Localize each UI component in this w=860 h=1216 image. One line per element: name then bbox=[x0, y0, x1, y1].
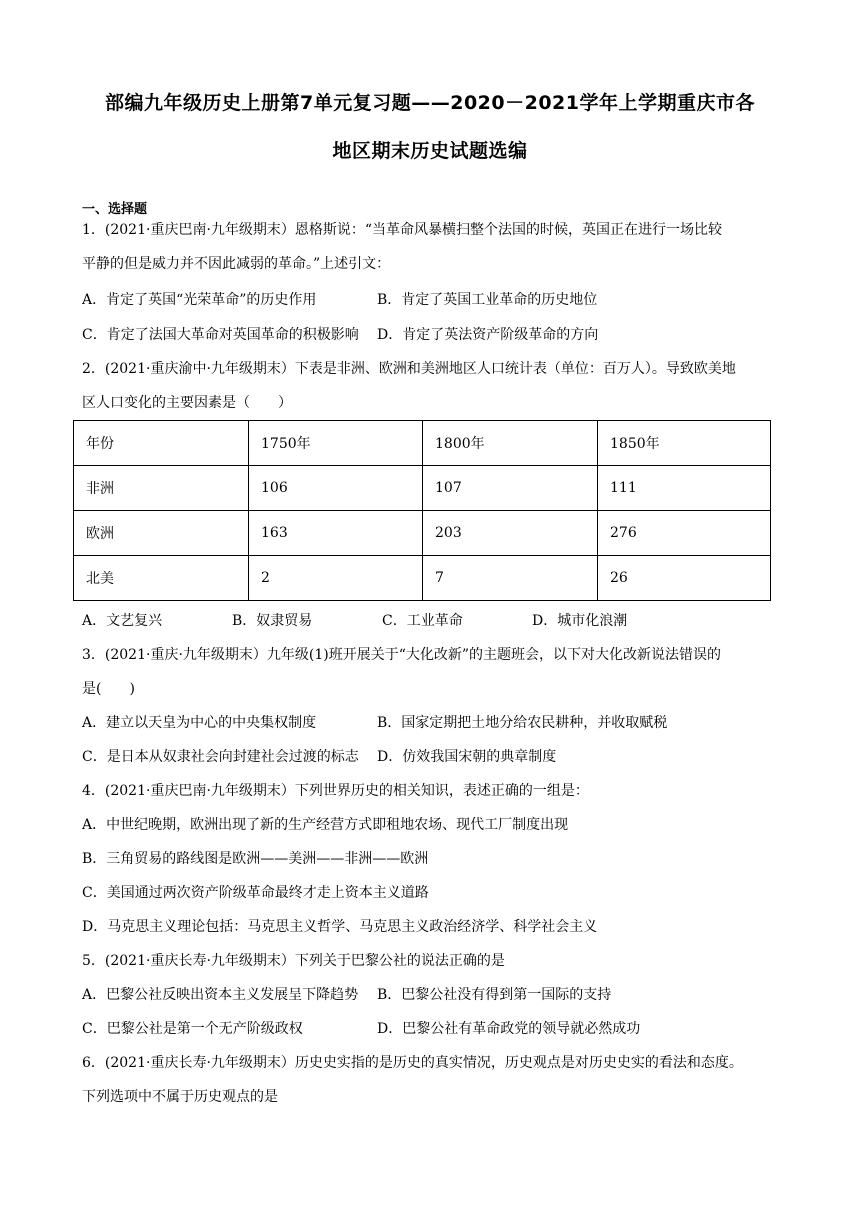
question-2-option-d: D．城市化浪潮 bbox=[532, 613, 628, 629]
question-3-option-d: D．仿效我国宋朝的典章制度 bbox=[377, 749, 557, 765]
question-4-option-a: A．中世纪晚期，欧洲出现了新的生产经营方式即租地农场、现代工厂制度出现 bbox=[82, 817, 569, 833]
table-header-cell: 年份 bbox=[74, 421, 249, 466]
question-4-option-b: B．三角贸易的路线图是欧洲——美洲——非洲——欧洲 bbox=[82, 851, 429, 867]
question-5-option-d: D．巴黎公社有革命政党的领导就必然成功 bbox=[377, 1021, 641, 1037]
table-cell: 北美 bbox=[74, 556, 249, 601]
question-2-line-2: 区人口变化的主要因素是（ ） bbox=[82, 395, 292, 411]
population-table bbox=[73, 420, 771, 601]
question-6-line-2: 下列选项中不属于历史观点的是 bbox=[82, 1089, 278, 1105]
question-6-line-1: 6．(2021·重庆长寿·九年级期末）历史史实指的是历史的真实情况，历史观点是对历史史实的看法和态度。 bbox=[82, 1055, 743, 1071]
question-3-option-a: A．建立以天皇为中心的中央集权制度 bbox=[82, 715, 317, 731]
table-cell: 7 bbox=[423, 556, 598, 601]
question-2-option-a: A．文艺复兴 bbox=[82, 613, 163, 629]
question-5-option-a: A．巴黎公社反映出资本主义发展呈下降趋势 bbox=[82, 987, 359, 1003]
question-2-option-b: B．奴隶贸易 bbox=[232, 613, 313, 629]
question-3-line-2: 是( ) bbox=[82, 681, 135, 697]
question-4-option-d: D．马克思主义理论包括：马克思主义哲学、马克思主义政治经济学、科学社会主义 bbox=[82, 919, 598, 935]
question-4-line-1: 4．(2021·重庆巴南·九年级期末）下列世界历史的相关知识，表述正确的一组是： bbox=[82, 783, 589, 799]
table-cell: 203 bbox=[423, 511, 598, 556]
question-5-option-c: C．巴黎公社是第一个无产阶级政权 bbox=[82, 1021, 303, 1037]
question-2-option-c: C．工业革命 bbox=[382, 613, 463, 629]
table-header-cell: 1750年 bbox=[249, 421, 423, 466]
table-cell: 111 bbox=[598, 466, 771, 511]
question-1-option-d: D．肯定了英法资产阶级革命的方向 bbox=[377, 327, 599, 343]
question-3-line-1: 3．(2021·重庆·九年级期末）九年级(1)班开展关于“大化改新”的主题班会，以下对大化改新说法错误的 bbox=[82, 647, 722, 663]
table-row bbox=[74, 466, 771, 511]
question-1-option-c: C．肯定了法国大革命对英国革命的积极影响 bbox=[82, 327, 359, 343]
table-cell: 107 bbox=[423, 466, 598, 511]
document-title-line-1: 部编九年级历史上册第7单元复习题——2020－2021学年上学期重庆市各 bbox=[105, 92, 755, 114]
table-row bbox=[74, 511, 771, 556]
document-title-line-2: 地区期末历史试题选编 bbox=[332, 140, 528, 162]
question-5-line-1: 5．(2021·重庆长寿·九年级期末）下列关于巴黎公社的说法正确的是 bbox=[82, 953, 505, 969]
table-header-cell: 1850年 bbox=[598, 421, 771, 466]
table-cell: 2 bbox=[249, 556, 423, 601]
table-cell: 26 bbox=[598, 556, 771, 601]
question-3-option-b: B．国家定期把土地分给农民耕种，并收取赋税 bbox=[377, 715, 668, 731]
table-header-cell: 1800年 bbox=[423, 421, 598, 466]
table-cell: 欧洲 bbox=[74, 511, 249, 556]
question-1-option-b: B．肯定了英国工业革命的历史地位 bbox=[377, 292, 598, 308]
table-cell: 非洲 bbox=[74, 466, 249, 511]
question-1-line-2: 平静的但是威力并不因此减弱的革命。”上述引文： bbox=[82, 256, 391, 272]
question-3-option-c: C．是日本从奴隶社会向封建社会过渡的标志 bbox=[82, 749, 359, 765]
question-1-option-a: A．肯定了英国“光荣革命”的历史作用 bbox=[82, 292, 317, 308]
table-cell: 106 bbox=[249, 466, 423, 511]
table-cell: 276 bbox=[598, 511, 771, 556]
question-5-option-b: B．巴黎公社没有得到第一国际的支持 bbox=[377, 987, 612, 1003]
section-heading: 一、选择题 bbox=[82, 202, 148, 217]
table-cell: 163 bbox=[249, 511, 423, 556]
question-4-option-c: C．美国通过两次资产阶级革命最终才走上资本主义道路 bbox=[82, 885, 429, 901]
table-header-row bbox=[74, 421, 771, 466]
question-1-line-1: 1．(2021·重庆巴南·九年级期末）恩格斯说：“当革命风暴横扫整个法国的时候，英国正在进行一场比较 bbox=[82, 222, 723, 238]
question-2-line-1: 2．(2021·重庆渝中·九年级期末）下表是非洲、欧洲和美洲地区人口统计表（单位：百万人）。导致欧美地 bbox=[82, 361, 736, 377]
table-row bbox=[74, 556, 771, 601]
